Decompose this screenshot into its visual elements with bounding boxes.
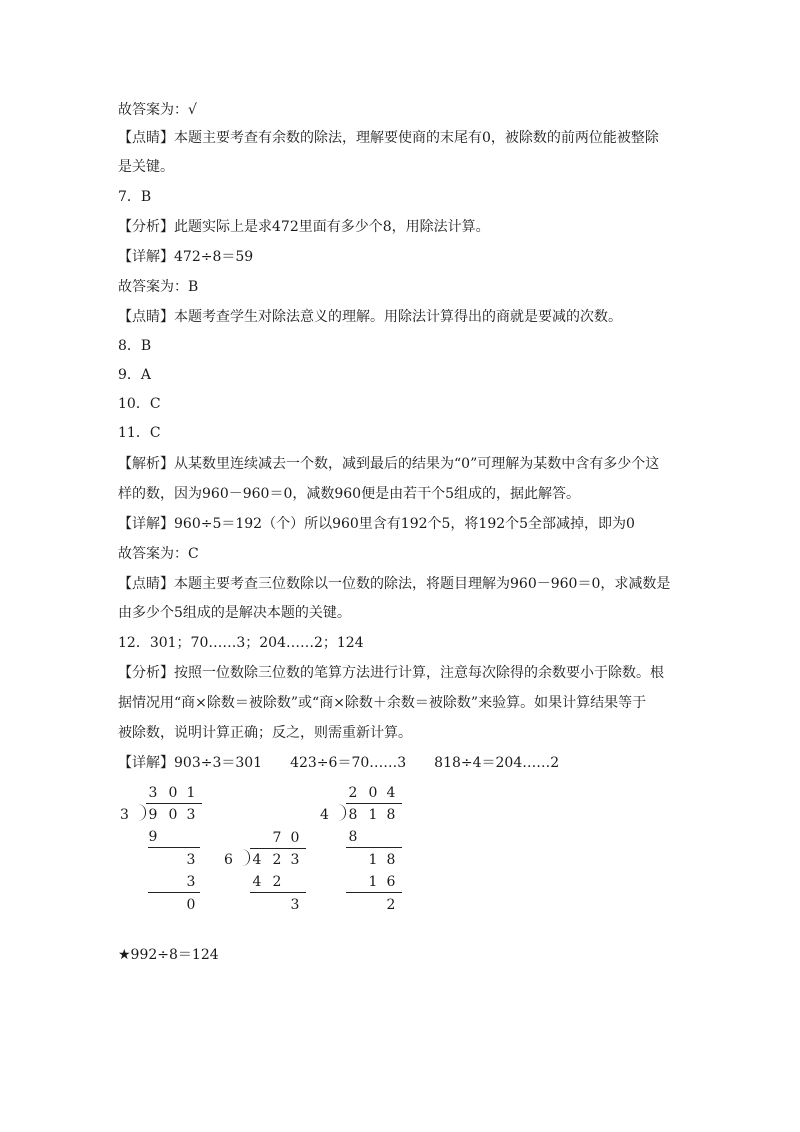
question-9-answer: 9．A [118,367,152,383]
division-bar [346,803,402,804]
step-digit: 3 [186,874,196,890]
explanation-line: 【解析】从某数里连续减去一个数，减到最后的结果为“0”可理解为某数中含有多少个这 [118,456,660,472]
question-8-answer: 8．B [118,338,152,354]
dividend-digit: 9 [148,807,158,823]
quotient-digit: 4 [386,785,396,801]
divisor: 6 [224,852,233,868]
step-digit: 6 [386,874,396,890]
analysis-line: 【分析】此题实际上是求472里面有多少个8，用除法计算。 [118,219,490,235]
divisor: 3 [120,807,129,823]
long-division-903-by-3 [118,785,198,915]
comment-line: 【点睛】本题主要考查有余数的除法，理解要使商的末尾有0，被除数的前两位能被整除 [118,130,659,146]
dividend-digit: 8 [348,807,358,823]
step-digit: 8 [386,852,396,868]
dividend-digit: 3 [186,807,196,823]
star-line: ★992÷8＝124 [118,947,219,963]
quotient-digit: 3 [148,785,158,801]
long-division-423-by-6 [222,830,312,916]
step-digit: 9 [148,829,158,845]
remainder-digit: 3 [290,897,300,913]
dividend-digit: 0 [168,807,178,823]
comment-line-cont: 是关键。 [118,159,174,175]
step-line [250,892,306,893]
dividend-digit: 1 [368,807,378,823]
answer-line: 故答案为：√ [118,102,197,118]
division-bracket [242,849,250,866]
quotient-digit: 0 [290,830,300,846]
step-digit: 4 [252,874,262,890]
remainder-digit: 0 [186,897,196,913]
comment-line: 【点睛】本题主要考查三位数除以一位数的除法，将题目理解为960－960＝0，求减数是 [118,576,671,592]
analysis-line-cont: 据情况用“商×除数＝被除数”或“商×除数＋余数＝被除数”来验算。如果计算结果等于 [118,695,647,711]
question-10-answer: 10．C [118,396,161,412]
detail-line: 【详解】903÷3＝301 423÷6＝70……3 818÷4＝204……2 [118,755,560,771]
answer-line: 故答案为：B [118,279,199,295]
quotient-digit: 1 [186,785,196,801]
division-bar [146,803,202,804]
remainder-digit: 2 [386,897,396,913]
dividend-digit: 4 [252,852,262,868]
step-digit: 8 [348,829,358,845]
step-digit: 1 [368,852,378,868]
quotient-digit: 0 [368,785,378,801]
comment-line: 【点睛】本题考查学生对除法意义的理解。用除法计算得出的商就是要减的次数。 [118,309,622,325]
step-line [148,847,200,848]
quotient-digit: 7 [272,830,282,846]
explanation-line-cont: 样的数，因为960－960＝0，减数960便是由若干个5组成的，据此解答。 [118,486,580,502]
divisor: 4 [320,807,329,823]
dividend-digit: 3 [290,852,300,868]
step-digit: 2 [272,874,282,890]
detail-line: 【详解】472÷8＝59 [118,249,254,265]
analysis-line: 【分析】按照一位数除三位数的笔算方法进行计算，注意每次除得的余数要小于除数。根 [118,665,664,681]
step-digit: 3 [186,852,196,868]
comment-line-cont: 由多少个5组成的是解决本题的关键。 [118,605,351,621]
question-12-answer: 12．301；70……3；204……2；124 [118,635,364,651]
long-division-818-by-4 [318,785,408,915]
quotient-digit: 0 [168,785,178,801]
dividend-digit: 2 [272,852,282,868]
question-7-answer: 7．B [118,189,152,205]
answer-line: 故答案为：C [118,546,199,562]
analysis-line-cont-2: 被除数，说明计算正确；反之，则需重新计算。 [118,725,412,741]
division-bracket [138,804,146,821]
detail-line: 【详解】960÷5＝192（个）所以960里含有192个5，将192个5全部减掉，即为0 [118,516,635,532]
division-bar [250,848,306,849]
step-line [148,892,200,893]
step-line [346,847,402,848]
division-bracket [338,804,346,821]
question-11-answer: 11．C [118,425,161,441]
step-line [346,892,402,893]
step-digit: 1 [368,874,378,890]
dividend-digit: 8 [386,807,396,823]
quotient-digit: 2 [348,785,358,801]
